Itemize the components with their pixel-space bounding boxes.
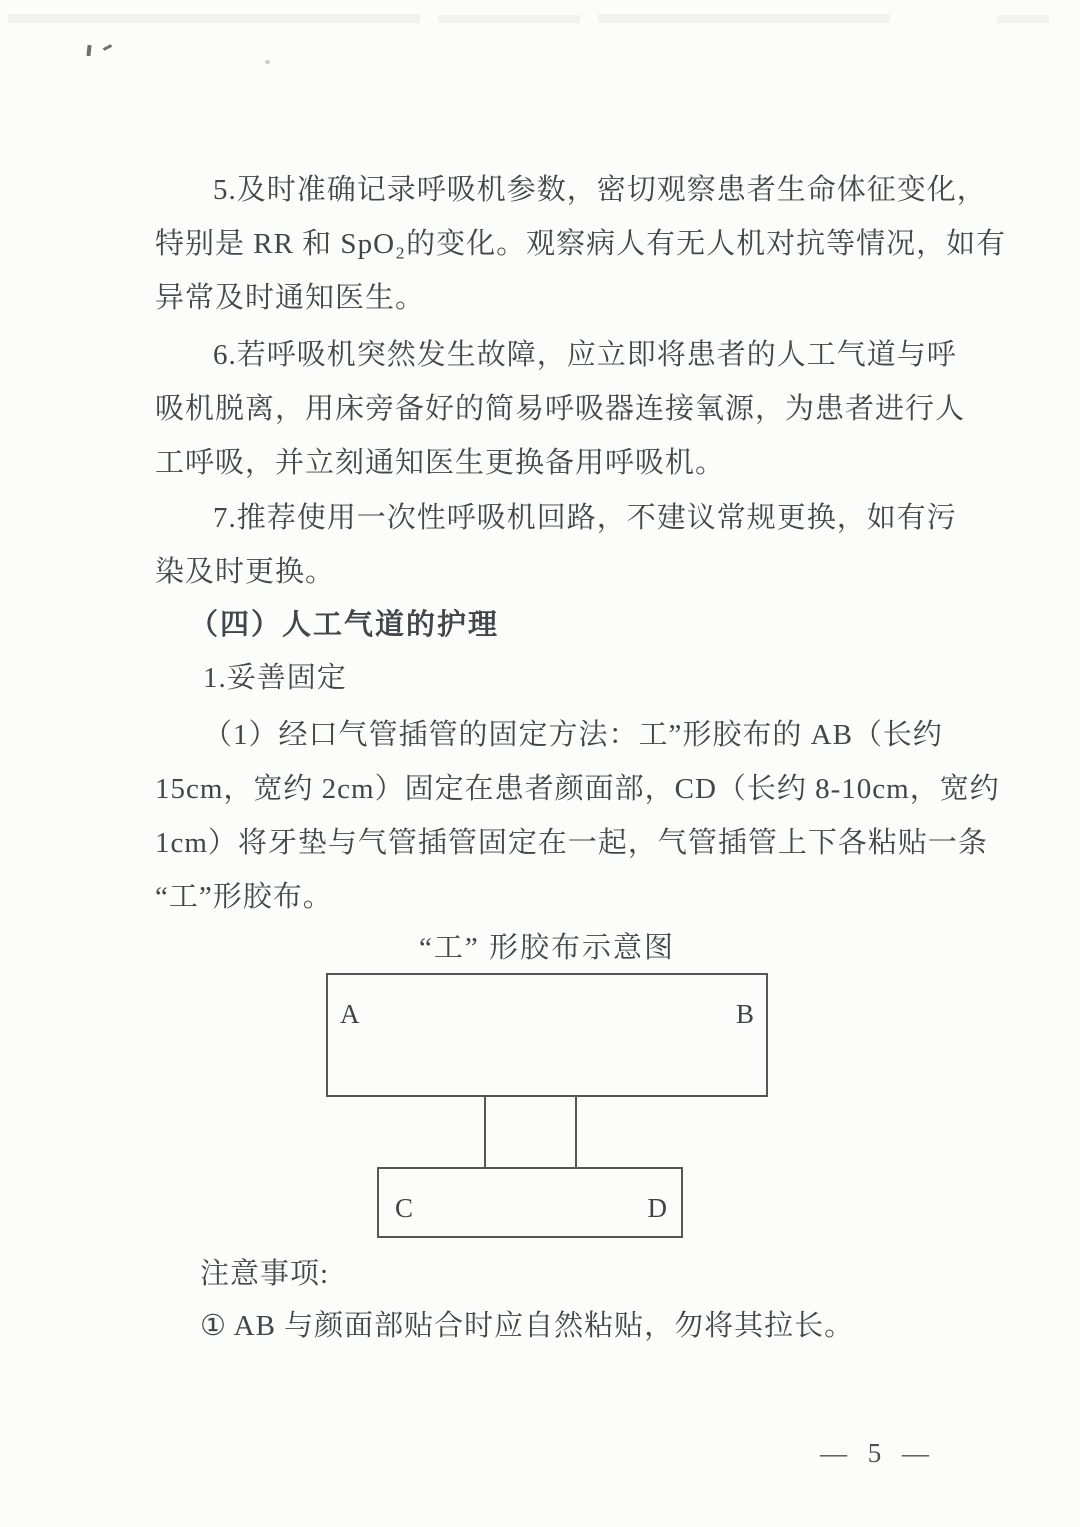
text-line: 7.推荐使用一次性呼吸机回路，不建议常规更换，如有污 <box>213 502 957 534</box>
note-item-1: ① AB 与颜面部贴合时应自然粘贴，勿将其拉长。 <box>200 1310 855 1342</box>
section-heading: （四）人工气道的护理 <box>189 609 500 641</box>
scan-streak <box>997 15 1049 23</box>
scan-dot <box>265 60 270 64</box>
text-line: 5.及时准确记录呼吸机参数，密切观察患者生命体征变化， <box>213 174 987 206</box>
tape-stem-connector <box>484 1095 577 1168</box>
tape-strip-cd <box>377 1167 683 1238</box>
text-line: 15cm，宽约 2cm）固定在患者颜面部，CD（长约 8-10cm，宽约 <box>155 773 1000 805</box>
paragraph-6 <box>155 328 987 490</box>
text-line: “工”形胶布。 <box>155 881 333 913</box>
figure-label-d: D <box>647 1193 667 1223</box>
text-line: 工呼吸，并立刻通知医生更换备用呼吸机。 <box>155 447 726 479</box>
text-line: （1）经口气管插管的固定方法：工”形胶布的 AB（长约 <box>203 719 943 751</box>
tape-strip-ab <box>326 973 768 1097</box>
paragraph-fixation-method <box>155 708 1000 924</box>
scan-streak <box>598 14 890 23</box>
text-line: 特别是 RR 和 SpO₂的变化。观察病人有无人机对抗等情况，如有 <box>155 228 1007 260</box>
text-line: 1cm）将牙垫与气管插管固定在一起，气管插管上下各粘贴一条 <box>155 827 988 859</box>
notes-heading: 注意事项: <box>200 1258 330 1290</box>
paragraph-7 <box>155 491 987 599</box>
text-line: 异常及时通知医生。 <box>155 282 426 314</box>
scan-streak <box>8 14 420 23</box>
scan-streak <box>438 15 580 23</box>
figure-label-c: C <box>395 1193 414 1223</box>
text-line: 6.若呼吸机突然发生故障，应立即将患者的人工气道与呼 <box>213 339 957 371</box>
list-item-1: 1.妥善固定 <box>203 662 347 694</box>
text-line: 染及时更换。 <box>155 556 336 588</box>
scan-mark <box>86 45 91 56</box>
figure-title: “工” 形胶布示意图 <box>419 932 675 964</box>
scan-mark <box>103 44 112 51</box>
figure-label-a: A <box>340 999 360 1029</box>
text-line: 吸机脱离，用床旁备好的简易呼吸器连接氧源，为患者进行人 <box>155 393 966 425</box>
page-number: — 5 — <box>820 1438 930 1468</box>
figure-label-b: B <box>735 999 754 1029</box>
paragraph-5 <box>155 163 1007 325</box>
